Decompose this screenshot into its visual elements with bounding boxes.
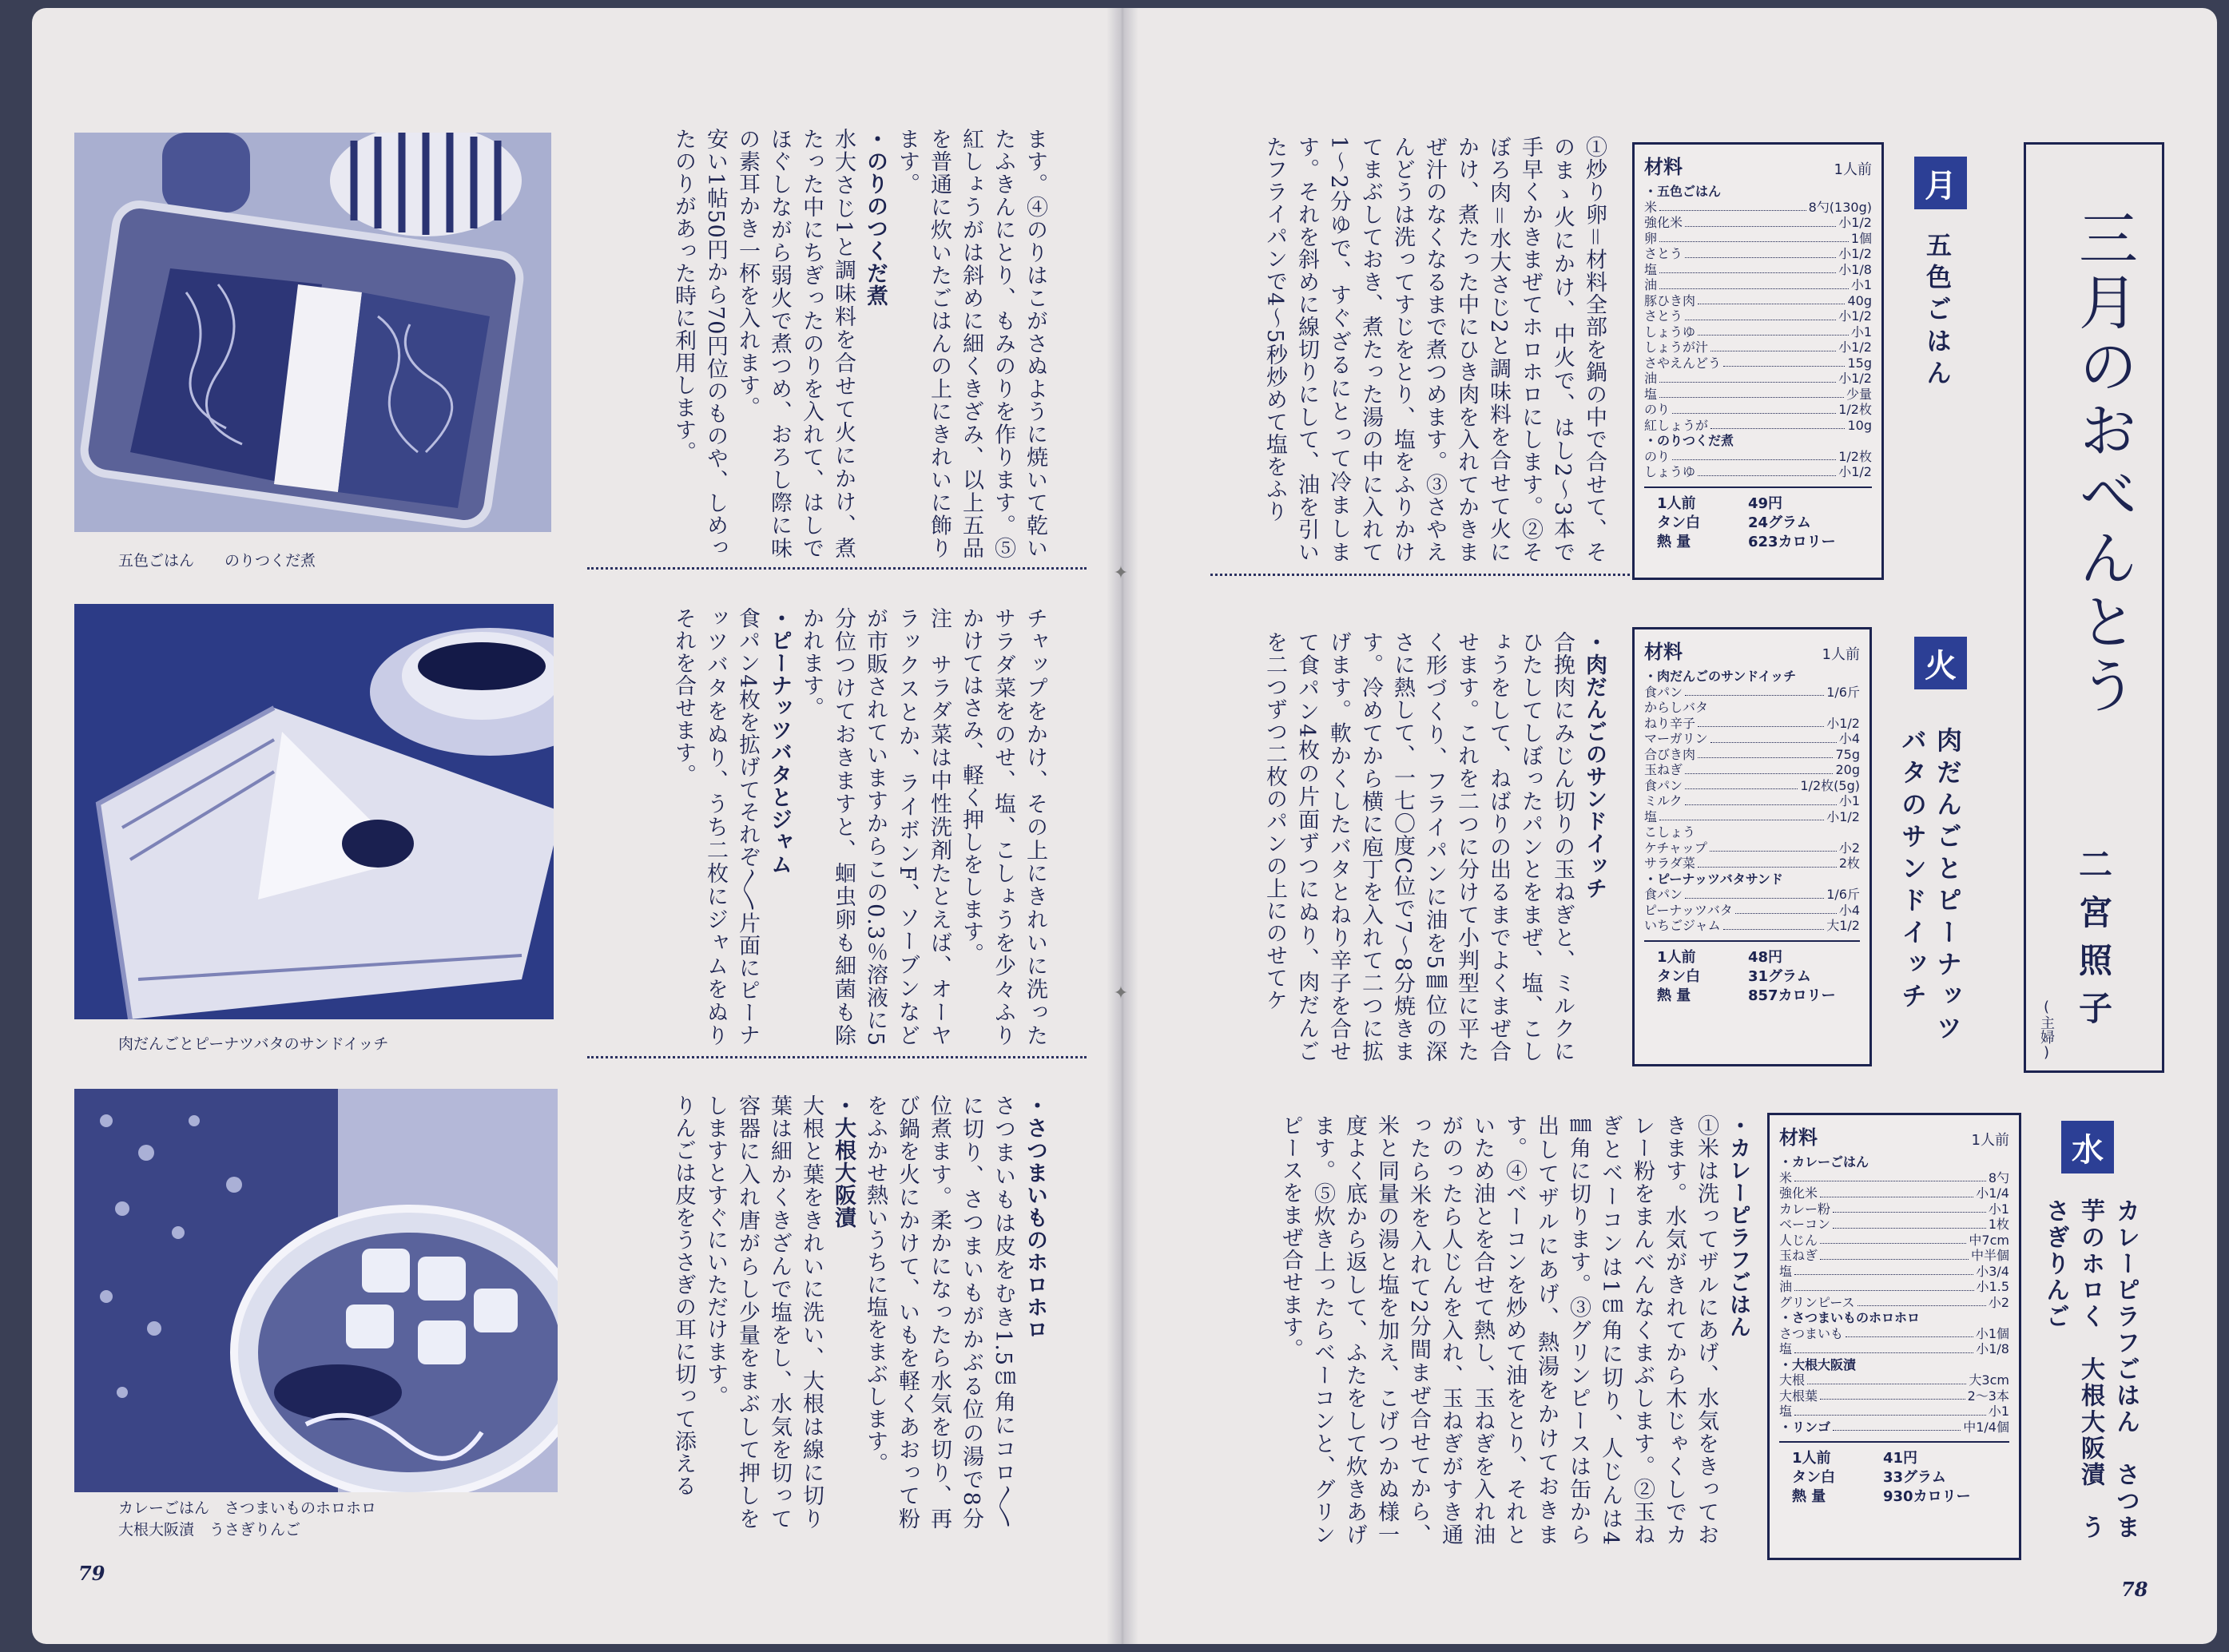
leader-dots <box>1685 793 1837 805</box>
ingredient-row <box>1644 433 1872 449</box>
ingredient-list <box>1644 184 1872 480</box>
ingredient-row <box>1644 685 1860 701</box>
ingredient-name: ・肉だんごのサンドイッチ <box>1644 669 1797 684</box>
leader-dots <box>1833 1201 1986 1213</box>
nutrition-value: 48円 <box>1748 948 1783 966</box>
section-heading: ・大根大阪漬 <box>831 1094 856 1229</box>
ingredient-name: しょうが汁 <box>1644 340 1709 355</box>
ingredient-amount: 小1/2 <box>1826 715 1860 731</box>
ingredient-amount: 1/2枚 <box>1838 448 1872 464</box>
ingredient-name: 米 <box>1779 1170 1793 1185</box>
ingredient-amount: 少量 <box>1846 386 1872 402</box>
ingredient-amount: 小2 <box>1838 840 1860 856</box>
dish-title: カレーピラフごはん さつま芋のホロく 大根大阪漬 うさぎりんご <box>2041 1198 2140 1541</box>
ingredient-name: 人じん <box>1779 1232 1818 1248</box>
leader-dots <box>1794 1404 1986 1416</box>
ingredient-name: 塩 <box>1644 261 1658 277</box>
nutrition-value: 49円 <box>1748 494 1783 512</box>
ingredient-amount: 1個 <box>1850 230 1872 246</box>
nutrition-label: 1人前 <box>1657 494 1696 512</box>
leader-dots <box>1710 340 1836 351</box>
ingredient-row <box>1644 903 1860 919</box>
ingredient-name: 油 <box>1644 277 1658 292</box>
ingredient-amount: 小1/2 <box>1838 246 1872 261</box>
ingredient-list <box>1644 669 1860 934</box>
ingredient-name: サラダ菜 <box>1644 856 1695 871</box>
ingredient-name: いちごジャム <box>1644 918 1721 933</box>
ingredient-amount: 2～3本 <box>1967 1388 2009 1404</box>
ingredient-row <box>1779 1341 2009 1357</box>
paragraph: チャップをかけ、その上にきれいに洗ったサラダ菜をのせ、塩、こしょうを少々ふりかけてはさみ、軽く押しをします。 <box>959 607 1047 1046</box>
ingredient-row <box>1779 1154 2009 1170</box>
author-role: (主婦) <box>2038 999 2055 1061</box>
ingredient-amount: 2枚 <box>1838 856 1860 871</box>
ingredient-row <box>1644 716 1860 732</box>
photo-caption: カレーごはん さつまいものホロホロ <box>118 1499 377 1517</box>
ingredient-row <box>1644 277 1872 293</box>
leader-dots <box>1659 387 1844 399</box>
ingredient-name: ・ピーナッツバタサンド <box>1644 871 1783 887</box>
leader-dots <box>1833 1420 1961 1432</box>
author-name: 二宮照子 <box>2074 847 2113 1038</box>
ingredient-row <box>1779 1279 2009 1295</box>
ingredient-name: しょうゆ <box>1644 464 1696 479</box>
leader-dots <box>1820 1185 1973 1197</box>
page-number: 79 <box>78 1562 105 1585</box>
ingredient-name: 大根葉 <box>1779 1388 1818 1404</box>
ingredient-amount: 小1個 <box>1975 1325 2009 1341</box>
ingredient-amount: 中1/4個 <box>1963 1419 2009 1435</box>
box-title: 材料 <box>1779 1126 1818 1149</box>
paragraph: 安い1帖50円から70円位のものや、しめったのりがあった時に利用します。 <box>671 128 728 559</box>
leader-dots <box>1846 1326 1973 1338</box>
ingredient-name: 合びき肉 <box>1644 746 1696 762</box>
ingredient-row <box>1779 1201 2009 1217</box>
ingredient-amount: 小1 <box>1850 277 1872 292</box>
ingredient-row <box>1779 1295 2009 1311</box>
section-heading: ・ピーナッツバタとジャム <box>767 607 792 876</box>
day-badge-monday: 月 <box>1914 157 1967 209</box>
leader-dots <box>1698 324 1849 336</box>
paragraph: ①米は洗ってザルにあげ、水気をきっておきます。水気がきれてから木じゃくしでカレー粉をまんべんなくまぶします。②玉ねぎとベーコンは1㎝角に切り、人じんは4㎜角に切ります。③グリンピースは缶から出してザルにあげ、熱湯をかけておきます。④ベーコンを炒めて油をとり、それといため油とを合せて熱し、玉ねぎを入れ油がのったら人じんを入れ、玉ねぎがすき通ったら米を入れて2分間まぜ合せてから、米と同量の湯と塩を加え、こげつかぬ様一度よく底から返して、ふたをして炊きあげます。⑤炊き上ったらベーコンと、グリンピースをまぜ合せます。 <box>1278 1114 1718 1546</box>
nutrition-value: 41円 <box>1883 1450 1918 1467</box>
leader-dots <box>1672 449 1836 461</box>
page-title: 三月のおべんとう <box>2069 208 2138 719</box>
ingredient-name: 塩 <box>1644 386 1658 402</box>
ingredient-row <box>1644 246 1872 262</box>
nutrition-row <box>1779 1449 2009 1468</box>
ingredient-amount: 小1/4 <box>1976 1185 2009 1201</box>
ingredient-amount: 小1/2 <box>1838 215 1872 230</box>
ingredient-row <box>1644 340 1872 355</box>
ingredient-name: 米 <box>1644 199 1658 215</box>
ingredient-amount: 8勺(130g) <box>1808 199 1872 215</box>
leader-dots <box>1833 1217 1986 1229</box>
ingredient-name: こしょう <box>1644 824 1696 840</box>
ingredient-row <box>1644 762 1860 778</box>
ingredient-row <box>1644 824 1860 840</box>
paragraph: りんごは皮をうさぎの耳に切って添える <box>671 1094 696 1497</box>
nutrition-row <box>1644 533 1872 552</box>
leader-dots <box>1807 1372 1966 1384</box>
ingredient-name: のり <box>1644 448 1671 464</box>
day-badge-wednesday: 水 <box>2061 1121 2114 1173</box>
ingredient-row <box>1644 887 1860 903</box>
ingredient-name: のり <box>1644 402 1671 417</box>
staple-icon: ✦ <box>1113 983 1129 1003</box>
paragraph: 大根と葉をきれいに洗い、大根は線に切り葉は細かくきざんで塩をし、水気を切って容器に入れ唐がらし少量をまぶして押しをしますとすぐにいただけます。 <box>703 1094 824 1530</box>
ingredient-amount: 大3cm <box>1969 1372 2009 1388</box>
ingredient-name: ・大根大阪漬 <box>1779 1356 1857 1372</box>
ingredient-name: さとう <box>1644 246 1683 261</box>
ingredient-row <box>1644 418 1872 434</box>
dish-title: 肉だんごとピーナッツバタのサンドイッチ <box>1897 727 1963 1046</box>
ingredient-name: 大根 <box>1779 1372 1806 1388</box>
leader-dots <box>1794 1264 1973 1276</box>
ingredient-row <box>1644 324 1872 340</box>
nutrition-value: 623カロリー <box>1748 533 1836 550</box>
ingredient-name: 塩 <box>1779 1263 1793 1279</box>
ingredient-name: 塩 <box>1779 1341 1793 1356</box>
ingredient-amount: 10g <box>1847 417 1872 433</box>
leader-dots <box>1659 262 1836 274</box>
ingredient-name: ・カレーごはん <box>1779 1154 1869 1170</box>
section-heading: ・肉だんごのサンドイッチ <box>1582 631 1607 899</box>
ingredient-amount: 中7cm <box>1969 1232 2009 1248</box>
paragraph: 水大さじ1と調味料を合せて火にかけ、煮たった中にちぎったのりを入れて、はしでほぐしながら弱火で煮つめ、おろし際に味の素耳かき一杯を入れます。 <box>735 128 856 559</box>
nutrition-row <box>1644 987 1860 1006</box>
dish-title: 五色ごはん <box>1922 232 1953 391</box>
staple-icon: ✦ <box>1113 562 1129 582</box>
ingredient-box <box>1767 1113 2021 1560</box>
ingredient-amount: 小4 <box>1838 902 1860 918</box>
leader-dots <box>1672 402 1836 414</box>
ingredient-amount: 20g <box>1835 762 1860 777</box>
ingredient-amount: 小1 <box>1850 324 1872 340</box>
nutrition-totals <box>1644 486 1872 552</box>
leader-dots <box>1858 1295 1986 1307</box>
ingredient-amount: 小1/2 <box>1838 371 1872 386</box>
nutrition-row <box>1644 948 1860 967</box>
ingredient-amount: 小1/2 <box>1838 340 1872 355</box>
nutrition-row <box>1779 1468 2009 1487</box>
ingredient-name: 玉ねぎ <box>1779 1248 1818 1263</box>
ingredient-name: 紅しょうが <box>1644 417 1709 433</box>
text-block-tuesday <box>1226 631 1610 1062</box>
ingredient-row <box>1644 872 1860 888</box>
ingredient-amount: 小1 <box>1988 1201 2009 1217</box>
paragraph: 注 サラダ菜は中性洗剤たとえば、オーヤラックスとか、ライボンF、ソーブンなどが市販されていますからこの0.3％溶液に5分位つけておきますと、蛔虫卵も細菌も除かれます。 <box>799 607 952 1046</box>
ingredient-name: ・のりつくだ煮 <box>1644 433 1734 448</box>
box-serving: 1人前 <box>1971 1132 2009 1149</box>
leader-dots <box>1698 716 1824 728</box>
leader-dots <box>1685 308 1836 320</box>
box-title: 材料 <box>1644 641 1683 663</box>
leader-dots <box>1659 809 1824 821</box>
leader-dots <box>1794 1341 1973 1353</box>
ingredient-name: 食パン <box>1644 777 1683 793</box>
ingredient-row <box>1644 840 1860 856</box>
photo-sandwich <box>74 604 554 1019</box>
dotted-divider <box>587 567 1087 570</box>
ingredient-name: 油 <box>1779 1279 1793 1294</box>
nutrition-label: 1人前 <box>1657 948 1696 966</box>
ingredient-name: ・五色ごはん <box>1644 184 1722 199</box>
ingredient-amount: 小1/2 <box>1838 464 1872 479</box>
ingredient-amount: 小1/2 <box>1826 808 1860 824</box>
book-gutter <box>1107 8 1138 1644</box>
text-block-wednesday <box>1226 1114 1754 1546</box>
ingredient-name: 卵 <box>1644 230 1658 246</box>
ingredient-name: ・リンゴ <box>1779 1419 1831 1435</box>
ingredient-row <box>1644 778 1860 794</box>
ingredient-amount: 40g <box>1847 292 1872 308</box>
ingredient-name: ・さつまいものホロホロ <box>1779 1310 1921 1325</box>
leader-dots <box>1659 277 1849 289</box>
ingredient-row <box>1779 1233 2009 1249</box>
ingredient-row <box>1779 1310 2009 1326</box>
leader-dots <box>1820 1233 1966 1245</box>
ingredient-row <box>1644 856 1860 872</box>
leader-dots <box>1710 840 1837 852</box>
dotted-divider <box>1210 574 1630 576</box>
nutrition-value: 33グラム <box>1883 1469 1946 1486</box>
nutrition-label: タン白 <box>1657 514 1700 531</box>
ingredient-row <box>1644 747 1860 763</box>
paragraph: ます。④のりはこがさぬように焼いて乾いたふきんにとり、もみのりを作ります。⑤紅しょうがは斜めに細くきざみ、以上五品を普通に炊いたごはんの上にきれいに飾ります。 <box>895 128 1047 559</box>
nutrition-row <box>1644 967 1860 987</box>
ingredient-row <box>1779 1248 2009 1264</box>
nutrition-value: 31グラム <box>1748 967 1811 985</box>
nutrition-totals <box>1779 1441 2009 1507</box>
nutrition-value: 930カロリー <box>1883 1488 1971 1505</box>
ingredient-amount: 小1 <box>1838 793 1860 808</box>
text-block-gomoku-cont <box>591 128 1051 559</box>
ingredient-row <box>1644 308 1872 324</box>
ingredient-name: さやえんどう <box>1644 355 1722 371</box>
ingredient-name: ミルク <box>1644 793 1683 808</box>
leader-dots <box>1710 418 1845 430</box>
ingredient-row <box>1644 355 1872 371</box>
ingredient-row <box>1644 464 1872 480</box>
ingredient-row <box>1644 215 1872 231</box>
leader-dots <box>1723 355 1845 367</box>
ingredient-row <box>1644 184 1872 200</box>
ingredient-row <box>1779 1217 2009 1233</box>
ingredient-row <box>1644 293 1872 309</box>
ingredient-row <box>1779 1326 2009 1342</box>
nutrition-label: タン白 <box>1657 967 1700 985</box>
ingredient-name: しょうゆ <box>1644 324 1696 340</box>
ingredient-amount: 小2 <box>1988 1294 2009 1310</box>
text-block-sandwich-cont <box>591 607 1051 1046</box>
ingredient-row <box>1779 1388 2009 1404</box>
ingredient-name: カレー粉 <box>1779 1201 1831 1217</box>
leader-dots <box>1794 1170 1986 1182</box>
ingredient-name: 食パン <box>1644 887 1683 902</box>
ingredient-row <box>1644 731 1860 747</box>
nutrition-label: 1人前 <box>1792 1450 1831 1467</box>
ingredient-name: 強化米 <box>1644 215 1683 230</box>
nutrition-label: 熱 量 <box>1792 1488 1826 1505</box>
nutrition-value: 24グラム <box>1748 514 1811 531</box>
leader-dots <box>1685 762 1833 774</box>
ingredient-amount: 小3/4 <box>1976 1263 2009 1279</box>
leader-dots <box>1685 778 1798 790</box>
page-number: 78 <box>2121 1578 2148 1601</box>
ingredient-amount: 1/6斤 <box>1826 887 1860 902</box>
leader-dots <box>1659 371 1836 383</box>
ingredient-amount: 小1/8 <box>1838 261 1872 277</box>
ingredient-box <box>1632 627 1872 1066</box>
leader-dots <box>1698 464 1836 476</box>
photo-curry-bento <box>74 1089 558 1492</box>
leader-dots <box>1685 215 1836 227</box>
leader-dots <box>1794 1279 1974 1291</box>
ingredient-name: 油 <box>1644 371 1658 386</box>
section-heading: ・さつまいものホロホロ <box>1023 1094 1047 1340</box>
ingredient-amount: 小1.5 <box>1976 1279 2009 1294</box>
ingredient-name: 強化米 <box>1779 1185 1818 1201</box>
ingredient-row <box>1644 793 1860 809</box>
ingredient-name: さつまいも <box>1779 1325 1844 1341</box>
ingredient-row <box>1644 449 1872 465</box>
ingredient-amount: 1/6斤 <box>1826 684 1860 700</box>
ingredient-name: 豚ひき肉 <box>1644 292 1696 308</box>
photo-caption: 大根大阪漬 うさぎりんご <box>118 1521 301 1539</box>
ingredient-row <box>1779 1170 2009 1186</box>
photo-caption: 五色ごはん のりつくだ煮 <box>118 552 316 570</box>
ingredient-amount: 1/2枚 <box>1838 402 1872 417</box>
leader-dots <box>1820 1388 1965 1400</box>
ingredient-name: さとう <box>1644 308 1683 324</box>
ingredient-name: 塩 <box>1644 808 1658 824</box>
box-title: 材料 <box>1644 156 1683 178</box>
ingredient-amount: 小1/8 <box>1976 1341 2009 1356</box>
text-block-curry-cont <box>591 1094 1051 1530</box>
nutrition-row <box>1644 494 1872 514</box>
ingredient-amount: 中半個 <box>1970 1248 2009 1263</box>
nutrition-label: タン白 <box>1792 1469 1835 1486</box>
leader-dots <box>1735 903 1837 915</box>
ingredient-row <box>1644 200 1872 216</box>
paragraph: ①炒り卵＝材料全部を鍋の中で合せて、そのまゝ火にかけ、中火で、はし2～3本で手早くかきまぜてホロホロにします。②そぼろ肉＝水大さじ2と調味料を合せて火にかけ、煮たった中にひき肉を入れてかきまぜ汁のなくなるまで煮つめます。③さやえんどうは洗ってすじをとり、塩をふりかけてまぶしておき、煮たった湯の中に入れて1～2分ゆで、すぐざるにとって冷まします。それを斜めに線切りにして、油を引いたフライパンで4～5秒炒めて塩をふり <box>1262 136 1607 563</box>
leader-dots <box>1659 200 1806 212</box>
leader-dots <box>1710 731 1837 743</box>
ingredient-row <box>1779 1420 2009 1436</box>
ingredient-amount: 75g <box>1835 746 1860 762</box>
text-block-monday <box>1226 136 1610 563</box>
ingredient-row <box>1779 1357 2009 1373</box>
ingredient-amount: 15g <box>1847 355 1872 371</box>
paragraph: 食パン4枚を拡げてそれぞ〳〵片面にピーナッツバタをぬり、うち二枚にジャムをぬりそれを合せます。 <box>671 607 760 1046</box>
ingredient-name: 塩 <box>1779 1404 1793 1419</box>
ingredient-row <box>1644 371 1872 387</box>
leader-dots <box>1685 887 1824 899</box>
ingredient-amount: 1/2枚(5g) <box>1800 777 1860 793</box>
ingredient-row <box>1779 1404 2009 1420</box>
ingredient-amount: 小1/2 <box>1838 308 1872 324</box>
ingredient-row <box>1644 669 1860 685</box>
nutrition-row <box>1644 514 1872 533</box>
ingredient-amount: 1枚 <box>1988 1217 2009 1232</box>
nutrition-label: 熱 量 <box>1657 533 1691 550</box>
ingredient-name: 玉ねぎ <box>1644 762 1683 777</box>
ingredient-list <box>1779 1154 2009 1435</box>
paragraph: 合挽肉にみじん切りの玉ねぎと、ミルクにひたしてしぼったパンとをまぜ、塩、こしょうをして、ねばりの出るまでよくまぜ合せます。これを二つに分けて小判型に平たく形づくり、フライパンに油を5㎜位の深さに熱して、一七〇度C位で7～8分焼きます。冷めてから横に庖丁を入れて二つに拡げます。軟かくしたバタとねり辛子を合せて食パン4枚の片面ずつにぬり、肉だんごを二つずつ二枚のパンの上にのせてケ <box>1262 631 1575 1062</box>
ingredient-name: マーガリン <box>1644 731 1708 746</box>
paragraph: さつまいもは皮をむき1.5㎝角にコロ〳〵に切り、さつまいもがかぶる位の湯で8分位煮ます。柔かになったら水気を切り、再び鍋を火にかけて、いもを軽くあおって粉をふかせ熱いうちに塩をまぶします。 <box>863 1094 1015 1530</box>
ingredient-name: グリンピース <box>1779 1294 1855 1310</box>
ingredient-row <box>1779 1264 2009 1280</box>
ingredient-row <box>1644 231 1872 247</box>
ingredient-name: ピーナッツバタ <box>1644 902 1733 918</box>
leader-dots <box>1820 1248 1969 1260</box>
leader-dots <box>1685 685 1824 697</box>
nutrition-label: 熱 量 <box>1657 987 1691 1004</box>
ingredient-box <box>1632 142 1884 580</box>
dotted-divider <box>587 1056 1087 1058</box>
ingredient-row <box>1644 700 1860 716</box>
leader-dots <box>1723 918 1825 930</box>
ingredient-name: からしバタ <box>1644 700 1709 715</box>
box-serving: 1人前 <box>1834 161 1872 178</box>
ingredient-row <box>1644 918 1860 934</box>
ingredient-amount: 小1 <box>1988 1404 2009 1419</box>
ingredient-name: ねり辛子 <box>1644 715 1696 731</box>
section-heading: ・のりのつくだ煮 <box>863 128 888 307</box>
leader-dots <box>1698 747 1833 759</box>
ingredient-name: 食パン <box>1644 684 1683 700</box>
day-badge-tuesday: 火 <box>1914 637 1967 689</box>
ingredient-amount: 8勺 <box>1988 1170 2009 1185</box>
photo-caption: 肉だんごとピーナツバタのサンドイッチ <box>118 1035 389 1053</box>
ingredient-row <box>1644 262 1872 278</box>
leader-dots <box>1698 293 1845 305</box>
ingredient-row <box>1779 1372 2009 1388</box>
photo-gomoku-bento <box>74 133 551 532</box>
ingredient-row <box>1779 1185 2009 1201</box>
section-heading: ・カレーピラフごはん <box>1726 1114 1750 1338</box>
leader-dots <box>1698 856 1837 868</box>
leader-dots <box>1659 231 1849 243</box>
ingredient-amount: 大1/2 <box>1826 918 1860 933</box>
ingredient-row <box>1644 809 1860 825</box>
nutrition-value: 857カロリー <box>1748 987 1836 1004</box>
ingredient-name: ベーコン <box>1779 1217 1831 1232</box>
box-serving: 1人前 <box>1822 646 1860 663</box>
ingredient-amount: 小4 <box>1838 731 1860 746</box>
nutrition-row <box>1779 1487 2009 1507</box>
ingredient-row <box>1644 387 1872 403</box>
ingredient-row <box>1644 402 1872 418</box>
nutrition-totals <box>1644 940 1860 1006</box>
leader-dots <box>1685 246 1836 258</box>
ingredient-name: ケチャップ <box>1644 840 1707 856</box>
